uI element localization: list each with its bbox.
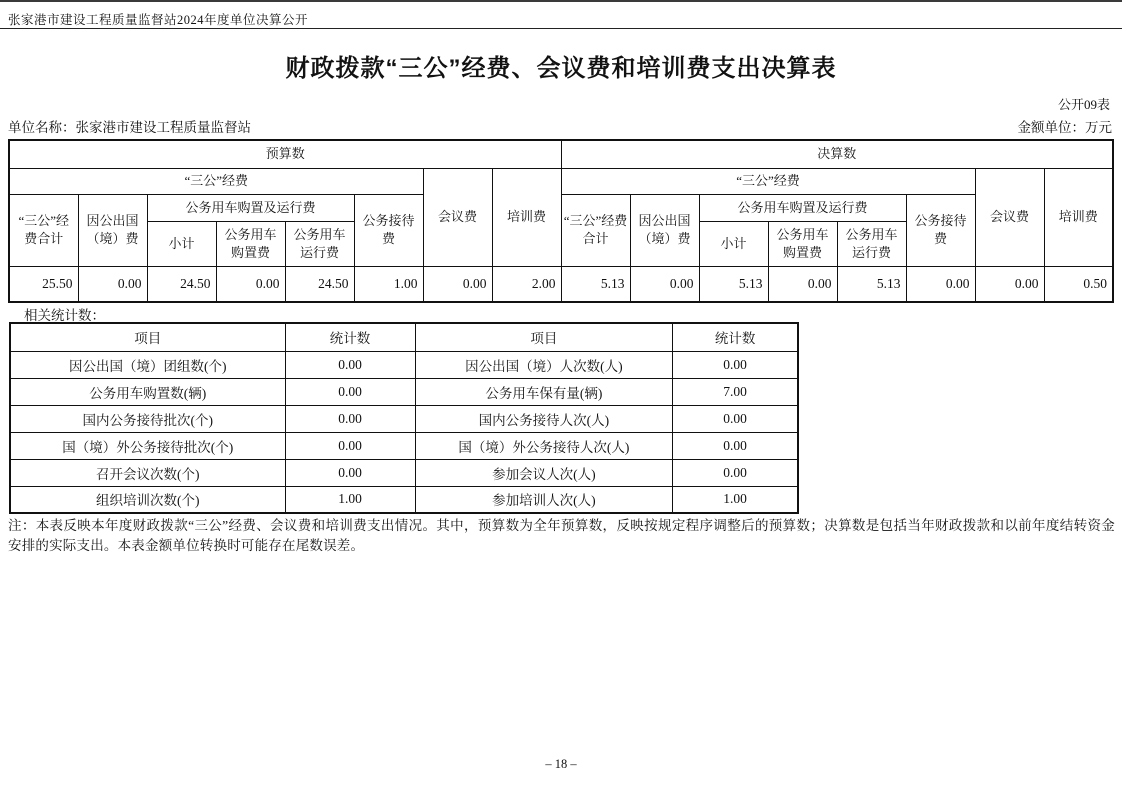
stats-value: 7.00 [673, 378, 798, 405]
stats-item: 参加会议人次(人) [415, 459, 673, 486]
stats-item: 国（境）外公务接待人次(人) [415, 432, 673, 459]
final-meeting-header: 会议费 [975, 168, 1044, 266]
final-sangong-group-header: “三公”经费 [561, 168, 975, 194]
budget-vehicle-purchase-value: 0.00 [216, 266, 285, 302]
budget-abroad-header: 因公出国（境）费 [78, 194, 147, 266]
budget-subtotal-value: 24.50 [147, 266, 216, 302]
stats-item: 因公出国（境）团组数(个) [10, 351, 285, 378]
section-final: 决算数 [561, 140, 1113, 168]
budget-meeting-value: 0.00 [423, 266, 492, 302]
budget-subtotal-header: 小计 [147, 221, 216, 266]
stats-item: 公务用车购置数(辆) [10, 378, 285, 405]
stats-item: 国（境）外公务接待批次(个) [10, 432, 285, 459]
stats-item: 组织培训次数(个) [10, 486, 285, 513]
stats-col-header-item-1: 项目 [10, 323, 285, 351]
final-training-value: 0.50 [1044, 266, 1113, 302]
final-reception-header: 公务接待费 [906, 194, 975, 266]
table-row [9, 266, 1113, 302]
budget-vehicle-operation-header: 公务用车运行费 [285, 221, 354, 266]
final-training-header: 培训费 [1044, 168, 1113, 266]
stats-value: 0.00 [285, 351, 415, 378]
table-row [10, 486, 798, 513]
budget-vehicle-operation-value: 24.50 [285, 266, 354, 302]
stats-value: 0.00 [285, 459, 415, 486]
sangong-expense-table [8, 139, 1114, 303]
stats-value: 1.00 [285, 486, 415, 513]
budget-abroad-value: 0.00 [78, 266, 147, 302]
document-header: 张家港市建设工程质量监督站2024年度单位决算公开 [8, 13, 309, 27]
stats-col-header-value-2: 统计数 [673, 323, 798, 351]
budget-vehicle-group-header: 公务用车购置及运行费 [147, 194, 354, 221]
final-reception-value: 0.00 [906, 266, 975, 302]
final-vehicle-purchase-header: 公务用车购置费 [768, 221, 837, 266]
final-vehicle-operation-header: 公务用车运行费 [837, 221, 906, 266]
table-row [10, 351, 798, 378]
stats-section-label: 相关统计数： [24, 308, 105, 323]
table-row [10, 432, 798, 459]
final-vehicle-purchase-value: 0.00 [768, 266, 837, 302]
stats-value: 0.00 [285, 405, 415, 432]
table-row [10, 378, 798, 405]
table-footnote: 注：本表反映本年度财政拨款“三公”经费、会议费和培训费支出情况。其中，预算数为全年预算数，反映按规定程序调整后的预算数；决算数是包括当年财政拨款和以前年度结转资金安排的实际支出。本表金额单位转换时可能存在尾数误差。 [8, 518, 1115, 553]
meta-row [8, 116, 1112, 136]
budget-meeting-header: 会议费 [423, 168, 492, 266]
budget-training-header: 培训费 [492, 168, 561, 266]
stats-header-row [10, 323, 798, 351]
budget-training-value: 2.00 [492, 266, 561, 302]
final-vehicle-operation-value: 5.13 [837, 266, 906, 302]
stats-item: 国内公务接待批次(个) [10, 405, 285, 432]
budget-sangong-group-header: “三公”经费 [9, 168, 423, 194]
final-sangong-total-header: “三公”经费合计 [561, 194, 630, 266]
stats-value: 0.00 [285, 432, 415, 459]
related-statistics-table [9, 322, 799, 514]
header-divider [0, 28, 1122, 29]
stats-value: 1.00 [673, 486, 798, 513]
section-budget: 预算数 [9, 140, 561, 168]
budget-vehicle-purchase-header: 公务用车购置费 [216, 221, 285, 266]
final-meeting-value: 0.00 [975, 266, 1044, 302]
stats-value: 0.00 [673, 351, 798, 378]
stats-item: 公务用车保有量(辆) [415, 378, 673, 405]
page-number: – 18 – [545, 757, 577, 771]
unit-name-label: 单位名称：张家港市建设工程质量监督站 [8, 120, 251, 135]
budget-sangong-total-header: “三公”经费合计 [9, 194, 78, 266]
amount-unit-label: 金额单位：万元 [1017, 120, 1112, 135]
page-top-border [0, 0, 1122, 2]
stats-value: 0.00 [673, 405, 798, 432]
stats-value: 0.00 [673, 432, 798, 459]
stats-item: 国内公务接待人次(人) [415, 405, 673, 432]
stats-value: 0.00 [285, 378, 415, 405]
table-code-label: 公开09表 [1057, 97, 1110, 112]
stats-col-header-value-1: 统计数 [285, 323, 415, 351]
table-row [10, 459, 798, 486]
final-abroad-header: 因公出国（境）费 [630, 194, 699, 266]
stats-col-header-item-2: 项目 [415, 323, 673, 351]
budget-reception-value: 1.00 [354, 266, 423, 302]
final-sangong-total-value: 5.13 [561, 266, 630, 302]
table-row [10, 405, 798, 432]
final-subtotal-header: 小计 [699, 221, 768, 266]
stats-value: 0.00 [673, 459, 798, 486]
final-subtotal-value: 5.13 [699, 266, 768, 302]
final-vehicle-group-header: 公务用车购置及运行费 [699, 194, 906, 221]
budget-sangong-total-value: 25.50 [9, 266, 78, 302]
stats-item: 因公出国（境）人次数(人) [415, 351, 673, 378]
stats-item: 参加培训人次(人) [415, 486, 673, 513]
stats-item: 召开会议次数(个) [10, 459, 285, 486]
budget-reception-header: 公务接待费 [354, 194, 423, 266]
final-abroad-value: 0.00 [630, 266, 699, 302]
page-title: 财政拨款“三公”经费、会议费和培训费支出决算表 [285, 55, 837, 82]
